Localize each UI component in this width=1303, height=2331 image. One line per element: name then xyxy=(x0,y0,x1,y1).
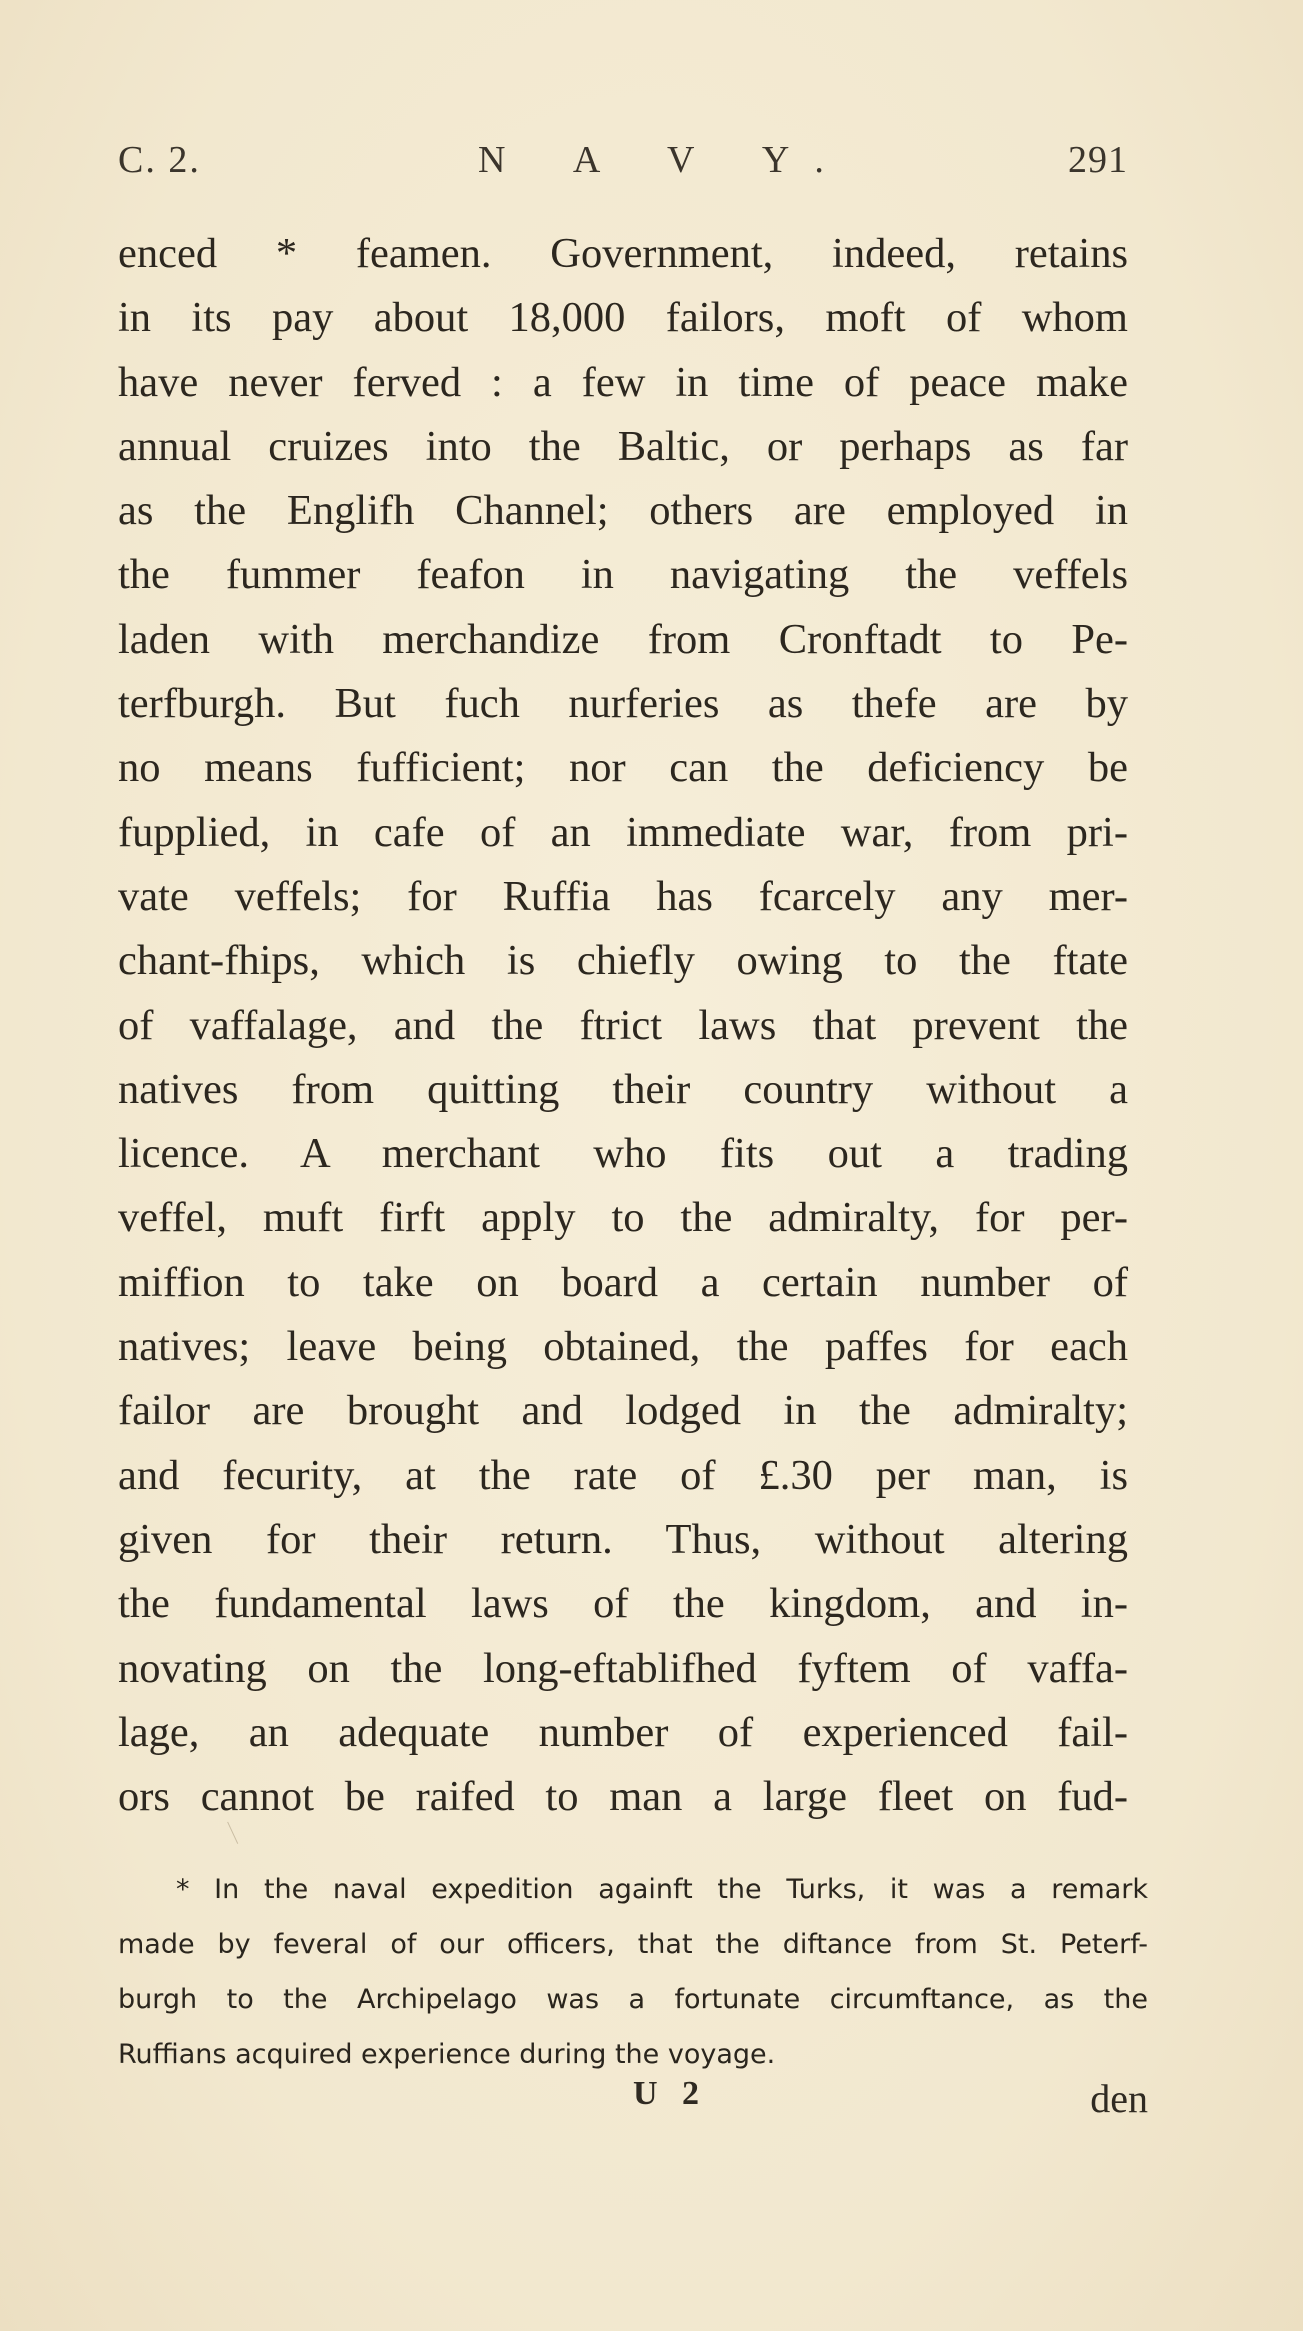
text-line: vate veffels; for Ruffia has fcarcely any mer- xyxy=(118,872,1128,920)
running-header xyxy=(118,138,1128,198)
text-line: as the Englifh Channel; others are employed in xyxy=(118,487,1128,535)
text-line: laden with merchandize from Cronftadt to Pe- xyxy=(118,615,1128,663)
footnote-line: burgh to the Archipelago was a fortunate circumftance, as the xyxy=(118,1984,1148,2015)
footnote-line: * In the naval expedition againft the Turks, it was a remark xyxy=(176,1874,1148,1905)
chapter-reference: C. 2. xyxy=(118,139,201,181)
text-line: enced * feamen. Government, indeed, retains xyxy=(118,230,1128,277)
text-line: failor are brought and lodged in the admiralty; xyxy=(118,1387,1128,1435)
text-line: in its pay about 18,000 failors, moft of whom xyxy=(118,294,1128,342)
text-line: chant-fhips, which is chiefly owing to the ftate xyxy=(118,937,1128,985)
text-line: natives from quitting their country without a xyxy=(118,1065,1128,1113)
text-line: ors cannot be raifed to man a large fleet on fud- xyxy=(118,1773,1128,1821)
text-line: the fundamental laws of the kingdom, and in- xyxy=(118,1580,1128,1628)
text-line: have never ferved : a few in time of peace make xyxy=(118,358,1128,406)
text-line: no means fufficient; nor can the deficiency be xyxy=(118,744,1128,792)
footnote xyxy=(118,1862,1148,2082)
footnote-line: Ruffians acquired experience during the voyage. xyxy=(118,2039,776,2070)
text-line: the fummer feafon in navigating the veffels xyxy=(118,551,1128,599)
text-line: and fecurity, at the rate of £.30 per man, is xyxy=(118,1451,1128,1499)
text-line: annual cruizes into the Baltic, or perhaps as far xyxy=(118,422,1128,470)
text-line: given for their return. Thus, without altering xyxy=(118,1515,1128,1563)
text-line: veffel, muft firft apply to the admiralty, for per- xyxy=(118,1194,1128,1242)
text-line: novating on the long-eftablifhed fyftem of vaffa- xyxy=(118,1644,1128,1692)
text-line: miffion to take on board a certain number of xyxy=(118,1258,1128,1306)
page-footer xyxy=(118,2075,1148,2135)
text-line: of vaffalage, and the ftrict laws that prevent the xyxy=(118,1001,1128,1049)
text-line: fupplied, in cafe of an immediate war, from pri- xyxy=(118,808,1128,856)
page-number: 291 xyxy=(1068,139,1128,181)
body-text xyxy=(118,222,1128,1829)
running-title: N A V Y. xyxy=(478,139,854,181)
signature-mark: U 2 xyxy=(633,2075,708,2112)
text-line: licence. A merchant who fits out a trading xyxy=(118,1130,1128,1178)
catchword: den xyxy=(1090,2076,1148,2121)
footnote-line: made by feveral of our officers, that the diftance from St. Peterf- xyxy=(118,1929,1148,1960)
text-line: natives; leave being obtained, the paffes for each xyxy=(118,1323,1128,1371)
text-line: terfburgh. But fuch nurferies as thefe are by xyxy=(118,680,1128,728)
text-line: lage, an adequate number of experienced fail- xyxy=(118,1708,1128,1756)
